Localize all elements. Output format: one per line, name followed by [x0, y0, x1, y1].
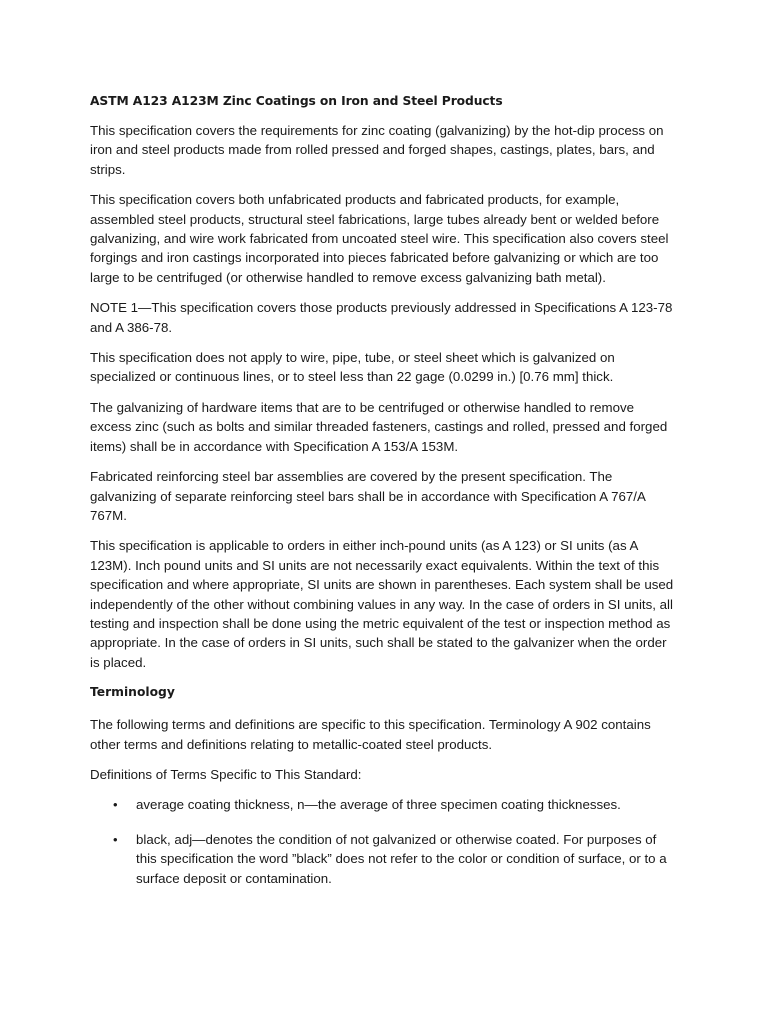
- paragraph-scope: This specification covers the requirements for zinc coating (galvanizing) by the hot-dip process on iron and steel products made from rolled pressed and forged shapes, castings, plates, bars, and strips.: [90, 123, 664, 177]
- definition-item: [90, 830, 678, 888]
- bullet-icon: •: [113, 831, 118, 847]
- paragraph-units: This specification is applicable to orders in either inch-pound units (as A 123) or SI units (as A 123M). Inch pound units and SI units are not necessarily exact equivalents. Within the text of this specification and where appropriate, SI units are shown in parentheses. Each system shall be used independently of the other without combining values in any way. In the case of orders in SI units, all testing and inspection shall be done using the metric equivalent of the test or inspection method as appropriate. In the case of orders in SI units, such shall be stated to the galvanizer when the order is placed.: [90, 538, 674, 670]
- definition-text: black, adj—denotes the condition of not galvanized or otherwise coated. For purposes of this specification the word ”black” does not refer to the color or condition of surface, or to a surface deposit or contamination.: [136, 831, 667, 886]
- paragraph-reinforcing-steel: Fabricated reinforcing steel bar assemblies are covered by the present specification. The galvanizing of separate reinforcing steel bars shall be in accordance with Specification A 767/A 767M.: [90, 469, 646, 523]
- paragraph-fabricated-products: This specification covers both unfabricated products and fabricated products, for example, assembled steel products, structural steel fabrications, large tubes already bent or welded before galvanizing, and wire work fabricated from uncoated steel wire. This specification also covers steel forgings and iron castings incorporated into pieces fabricated before galvanizing or which are too large to be centrifuged (or otherwise handled to remove excess galvanizing bath metal).: [90, 192, 669, 285]
- definitions-list: [90, 795, 678, 888]
- bullet-icon: •: [113, 797, 118, 813]
- definitions-heading: Definitions of Terms Specific to This Standard:: [90, 766, 362, 782]
- paragraph-note-1: NOTE 1—This specification covers those products previously addressed in Specifications A 123-78 and A 386-78.: [90, 300, 673, 335]
- terminology-heading: Terminology: [90, 685, 175, 700]
- terminology-intro: The following terms and definitions are specific to this specification. Terminology A 902 contains other terms and definitions relating to metallic-coated steel products.: [90, 717, 651, 752]
- paragraph-exclusions: This specification does not apply to wire, pipe, tube, or steel sheet which is galvanized on specialized or continuous lines, or to steel less than 22 gage (0.0299 in.) [0.76 mm] thick.: [90, 350, 615, 385]
- document-title: ASTM A123 A123M Zinc Coatings on Iron and Steel Products: [90, 94, 503, 108]
- paragraph-hardware-items: The galvanizing of hardware items that are to be centrifuged or otherwise handled to remove excess zinc (such as bolts and similar threaded fasteners, castings and rolled, pressed and forged items) shall be in accordance with Specification A 153/A 153M.: [90, 399, 668, 454]
- definition-item: [90, 795, 678, 814]
- definition-text: average coating thickness, n—the average of three specimen coating thicknesses.: [136, 797, 621, 813]
